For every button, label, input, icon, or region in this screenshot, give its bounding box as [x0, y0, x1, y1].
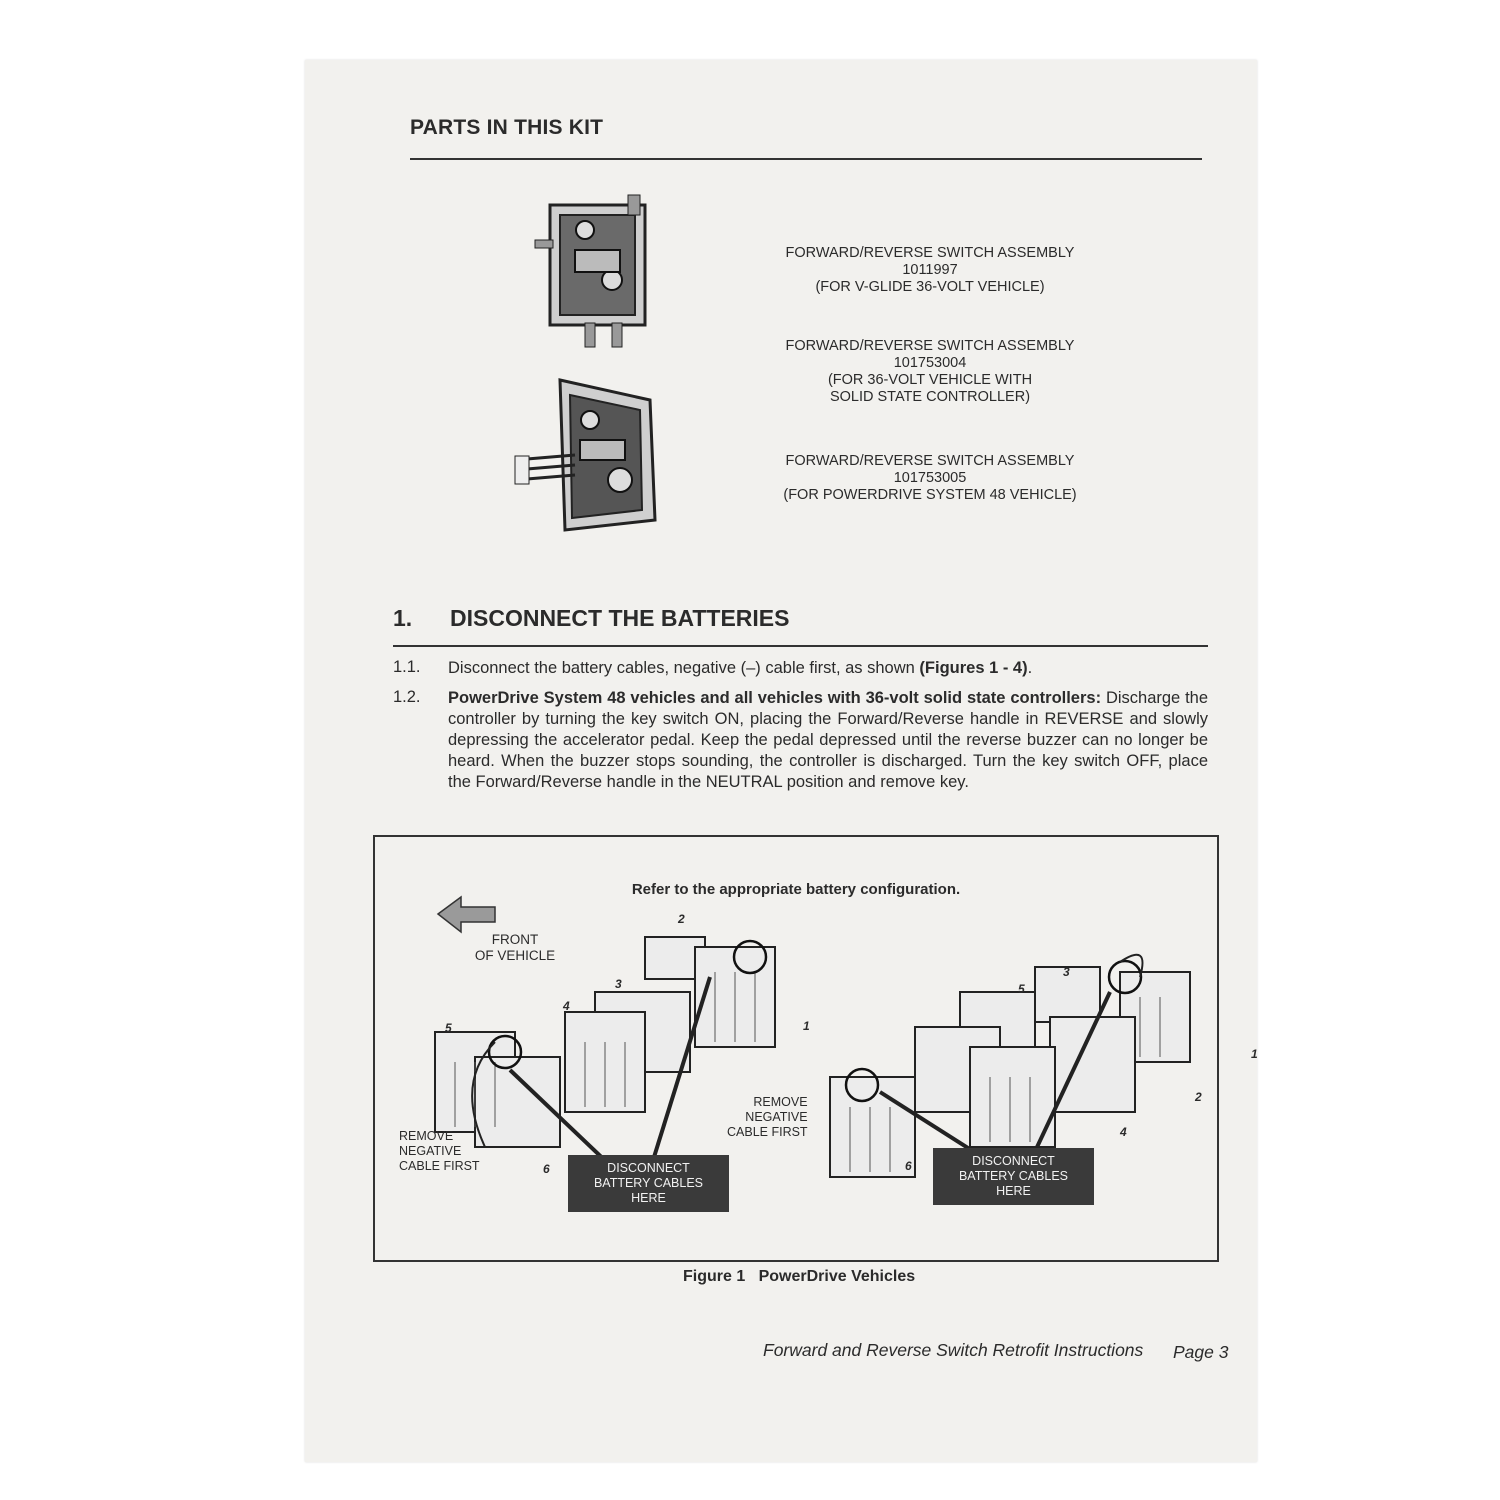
battery-number: 5 — [1018, 982, 1025, 996]
part-number: 101753004 — [893, 355, 967, 371]
remove-negative-label-left — [399, 1129, 480, 1174]
battery-number: 2 — [678, 912, 685, 926]
step-text — [448, 688, 1208, 793]
disconnect-line1: DISCONNECT — [607, 1161, 690, 1175]
section-number: 1. — [393, 605, 413, 631]
step-body: Discharge the controller by turning the key switch ON, placing the Forward/Reverse handle in REVERSE and slowly depressing the accelerator pedal. Keep the pedal depressed until the reverse buzzer can no longer be heard. When the buzzer stops sounding, the controller is discharged. Turn the key switch OFF, place the Forward/Reverse handle in the NEUTRAL position and remove key. — [448, 689, 1209, 791]
part-application: (FOR POWERDRIVE SYSTEM 48 VEHICLE) — [783, 487, 1077, 503]
figure-number: Figure 1 — [683, 1268, 746, 1285]
document-page — [305, 60, 1257, 1462]
disconnect-label-right — [933, 1148, 1094, 1205]
battery-number: 2 — [1195, 1090, 1202, 1104]
battery-number: 3 — [1063, 965, 1070, 979]
front-label-line1: FRONT — [491, 932, 539, 947]
remove-label-line3: CABLE FIRST — [399, 1159, 480, 1173]
part-item-3 — [760, 453, 1100, 504]
remove-label-line2: NEGATIVE — [745, 1110, 808, 1124]
battery-number: 5 — [445, 1021, 452, 1035]
disconnect-line1: DISCONNECT — [972, 1154, 1055, 1168]
step-number: 1.1. — [393, 658, 421, 676]
battery-number: 1 — [803, 1019, 810, 1033]
section-title: DISCONNECT THE BATTERIES — [450, 605, 790, 631]
page-number: Page 3 — [1173, 1342, 1229, 1362]
switch-assembly-illustration-1 — [530, 185, 670, 355]
step-number: 1.2. — [393, 688, 421, 706]
step-text — [448, 658, 1208, 679]
step-end: . — [1027, 659, 1033, 677]
remove-label-line2: NEGATIVE — [399, 1144, 462, 1158]
heading-rule — [410, 158, 1202, 160]
remove-negative-label-right — [727, 1095, 808, 1140]
parts-heading: PARTS IN THIS KIT — [410, 116, 604, 139]
part-item-2 — [760, 338, 1100, 406]
remove-label-line1: REMOVE — [753, 1095, 808, 1109]
remove-label-line3: CABLE FIRST — [727, 1125, 808, 1139]
battery-number: 6 — [905, 1159, 912, 1173]
part-item-1 — [760, 245, 1100, 296]
section-rule — [393, 645, 1208, 647]
disconnect-line2: BATTERY CABLES HERE — [958, 1169, 1069, 1198]
part-application: (FOR V-GLIDE 36-VOLT VEHICLE) — [815, 279, 1045, 295]
figure-caption — [683, 1268, 915, 1286]
part-application-cont: SOLID STATE CONTROLLER) — [829, 389, 1031, 405]
part-name: FORWARD/REVERSE SWITCH ASSEMBLY — [785, 245, 1075, 261]
battery-number: 4 — [1120, 1125, 1127, 1139]
step-body: Disconnect the battery cables, negative (–) cable first, as shown — [448, 659, 920, 677]
figure-instruction: Refer to the appropriate battery configuration. — [631, 881, 961, 898]
disconnect-label-left — [568, 1155, 729, 1212]
disconnect-line2: BATTERY CABLES HERE — [593, 1176, 704, 1205]
battery-number: 6 — [543, 1162, 550, 1176]
battery-number: 1 — [1251, 1047, 1258, 1061]
front-label-line2: OF VEHICLE — [474, 948, 556, 963]
battery-number: 3 — [615, 977, 622, 991]
switch-assembly-illustration-2 — [510, 370, 670, 540]
step-lead: PowerDrive System 48 vehicles and all vehicles with 36-volt solid state controllers: — [448, 689, 1102, 707]
battery-number: 4 — [563, 999, 570, 1013]
part-number: 101753005 — [893, 470, 967, 486]
part-number: 1011997 — [902, 262, 958, 278]
footer-title: Forward and Reverse Switch Retrofit Instructions — [763, 1340, 1144, 1360]
part-application: (FOR 36-VOLT VEHICLE WITH — [827, 372, 1033, 388]
part-name: FORWARD/REVERSE SWITCH ASSEMBLY — [785, 453, 1075, 469]
figure-box — [373, 835, 1258, 1262]
figure-title: PowerDrive Vehicles — [758, 1268, 916, 1285]
figure-reference: (Figures 1 - 4) — [919, 659, 1028, 677]
part-name: FORWARD/REVERSE SWITCH ASSEMBLY — [785, 338, 1075, 354]
remove-label-line1: REMOVE — [399, 1129, 454, 1143]
